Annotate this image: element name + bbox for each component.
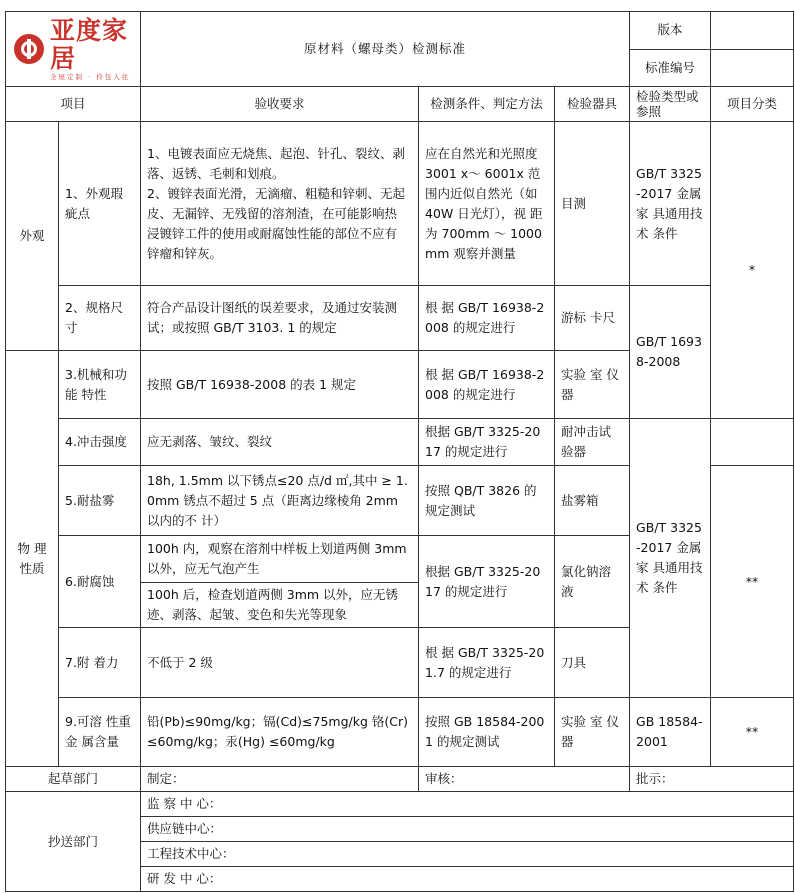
standard-no-value bbox=[711, 49, 794, 87]
method-cell: 根 据 GB/T 3325-201.7 的规定进行 bbox=[419, 628, 555, 698]
instrument-cell: 刀具 bbox=[555, 628, 630, 698]
logo-subtext: 全屋定制 · 拎包入住 bbox=[50, 72, 131, 81]
instrument-cell: 实验 室 仪 器 bbox=[555, 698, 630, 767]
cc-item: 监 察 中 心： bbox=[141, 792, 794, 817]
item-cell: 3.机械和功能 特性 bbox=[59, 351, 141, 419]
method-cell: 按照 GB 18584-2001 的规定测试 bbox=[419, 698, 555, 767]
instrument-cell: 盐雾箱 bbox=[555, 466, 630, 536]
cc-dept-label: 抄送部门 bbox=[6, 792, 141, 892]
requirement-cell: 100h 后，检查划道两侧 3mm 以外，应无锈迹、剥落、起皱、变色和失光等现象 bbox=[141, 583, 419, 628]
draft-dept-label: 起草部门 bbox=[6, 767, 141, 792]
item-cell: 1、外观瑕疵点 bbox=[59, 122, 141, 286]
standard-no-label: 标准编号 bbox=[630, 49, 711, 87]
method-cell: 根据 GB/T 3325-2017 的规定进行 bbox=[419, 419, 555, 466]
type-cell: GB/T 16938-2008 bbox=[630, 286, 711, 419]
requirement-line: 1、电镀表面应无烧焦、起泡、针孔、裂纹、剥落、返锈、毛刺和划痕。 bbox=[147, 145, 405, 181]
signoff-row bbox=[6, 767, 794, 792]
instrument-cell: 目测 bbox=[555, 122, 630, 286]
logo-text: 亚度家居 bbox=[50, 15, 129, 73]
col-type: 检验类型或参照 bbox=[630, 87, 711, 122]
category-cell: * bbox=[711, 122, 794, 419]
requirement-cell: 应无剥落、皱纹、裂纹 bbox=[141, 419, 419, 466]
type-cell: GB 18584-2001 bbox=[630, 698, 711, 767]
made-label: 制定： bbox=[141, 767, 419, 792]
requirement-cell: 符合产品设计图纸的误差要求，及通过安装测 试；或按照 GB/T 3103. 1 的规定 bbox=[141, 286, 419, 351]
type-cell: GB/T 3325-2017 金属家 具通用技术 条件 bbox=[630, 419, 711, 698]
method-cell: 应在自然光和光照度 3001 x～ 6001x 范围内近似自然光（如 40W 日光灯），视 距 为 700mm ～ 1000mm 观察并测量 bbox=[419, 122, 555, 286]
col-instrument: 检验器具 bbox=[555, 87, 630, 122]
item-cell: 5.耐盐雾 bbox=[59, 466, 141, 536]
requirement-cell: 100h 内，观察在溶剂中样板上划道两侧 3mm 以外，应无气泡产生 bbox=[141, 536, 419, 583]
instrument-cell: 游标 卡尺 bbox=[555, 286, 630, 351]
type-cell: GB/T 3325-2017 金属家 具通用技术 条件 bbox=[630, 122, 711, 286]
requirement-cell: 不低于 2 级 bbox=[141, 628, 419, 698]
version-value bbox=[711, 12, 794, 50]
item-cell: 4.冲击强度 bbox=[59, 419, 141, 466]
requirement-cell: 按照 GB/T 16938-2008 的表 1 规定 bbox=[141, 351, 419, 419]
page-title: 原材料（螺母类）检测标准 bbox=[141, 12, 630, 87]
group-physical: 物 理 性质 bbox=[6, 351, 59, 767]
category-cell: ** bbox=[711, 466, 794, 698]
requirement-cell: 18h, 1.5mm 以下锈点≤20 点/d ㎡,其中 ≥ 1.0mm 锈点不超过 5 点（距离边缘棱角 2mm 以内的不 计） bbox=[141, 466, 419, 536]
table-row bbox=[6, 698, 794, 767]
item-cell: 2、规格尺寸 bbox=[59, 286, 141, 351]
col-category: 项目分类 bbox=[711, 87, 794, 122]
col-requirement: 验收要求 bbox=[141, 87, 419, 122]
method-cell: 按照 QB/T 3826 的规定测试 bbox=[419, 466, 555, 536]
category-cell: ** bbox=[711, 698, 794, 767]
standard-table bbox=[5, 11, 794, 892]
method-cell: 根据 GB/T 3325-2017 的规定进行 bbox=[419, 536, 555, 628]
method-cell: 根 据 GB/T 16938-2008 的规定进行 bbox=[419, 286, 555, 351]
approve-label: 批示： bbox=[630, 767, 794, 792]
table-row bbox=[6, 286, 794, 351]
review-label: 审核： bbox=[419, 767, 630, 792]
instrument-cell: 实验 室 仪 器 bbox=[555, 351, 630, 419]
item-cell: 6.耐腐蚀 bbox=[59, 536, 141, 628]
instrument-cell: 氯化钠溶液 bbox=[555, 536, 630, 628]
cc-item: 研 发 中 心： bbox=[141, 867, 794, 892]
requirement-line: 2、镀锌表面光滑，无滴瘤、粗糙和锌刺、无起皮、无漏锌、无残留的溶剂渣，在可能影响热 浸镀锌工件的使用或耐腐蚀性能的部位不应有 锌瘤和锌灰。 bbox=[147, 185, 405, 261]
item-cell: 9.可溶 性重金 属含量 bbox=[59, 698, 141, 767]
requirement-cell bbox=[141, 122, 419, 286]
group-appearance: 外观 bbox=[6, 122, 59, 351]
requirement-cell: 铅(Pb)≤90mg/kg；镉(Cd)≤75mg/kg 铬(Cr)≤60mg/kg；汞(Hg) ≤60mg/kg bbox=[141, 698, 419, 767]
col-method: 检测条件、判定方法 bbox=[419, 87, 555, 122]
col-item: 项目 bbox=[6, 87, 141, 122]
instrument-cell: 耐冲击试验器 bbox=[555, 419, 630, 466]
version-label: 版本 bbox=[630, 12, 711, 50]
method-cell: 根 据 GB/T 16938-2008 的规定进行 bbox=[419, 351, 555, 419]
cc-item: 工程技术中心： bbox=[141, 842, 794, 867]
cc-item: 供应链中心： bbox=[141, 817, 794, 842]
table-row bbox=[6, 419, 794, 466]
table-row bbox=[6, 122, 794, 286]
logo bbox=[6, 12, 141, 87]
category-cell bbox=[711, 419, 794, 466]
item-cell: 7.附 着力 bbox=[59, 628, 141, 698]
logo-mark-icon bbox=[14, 34, 44, 64]
